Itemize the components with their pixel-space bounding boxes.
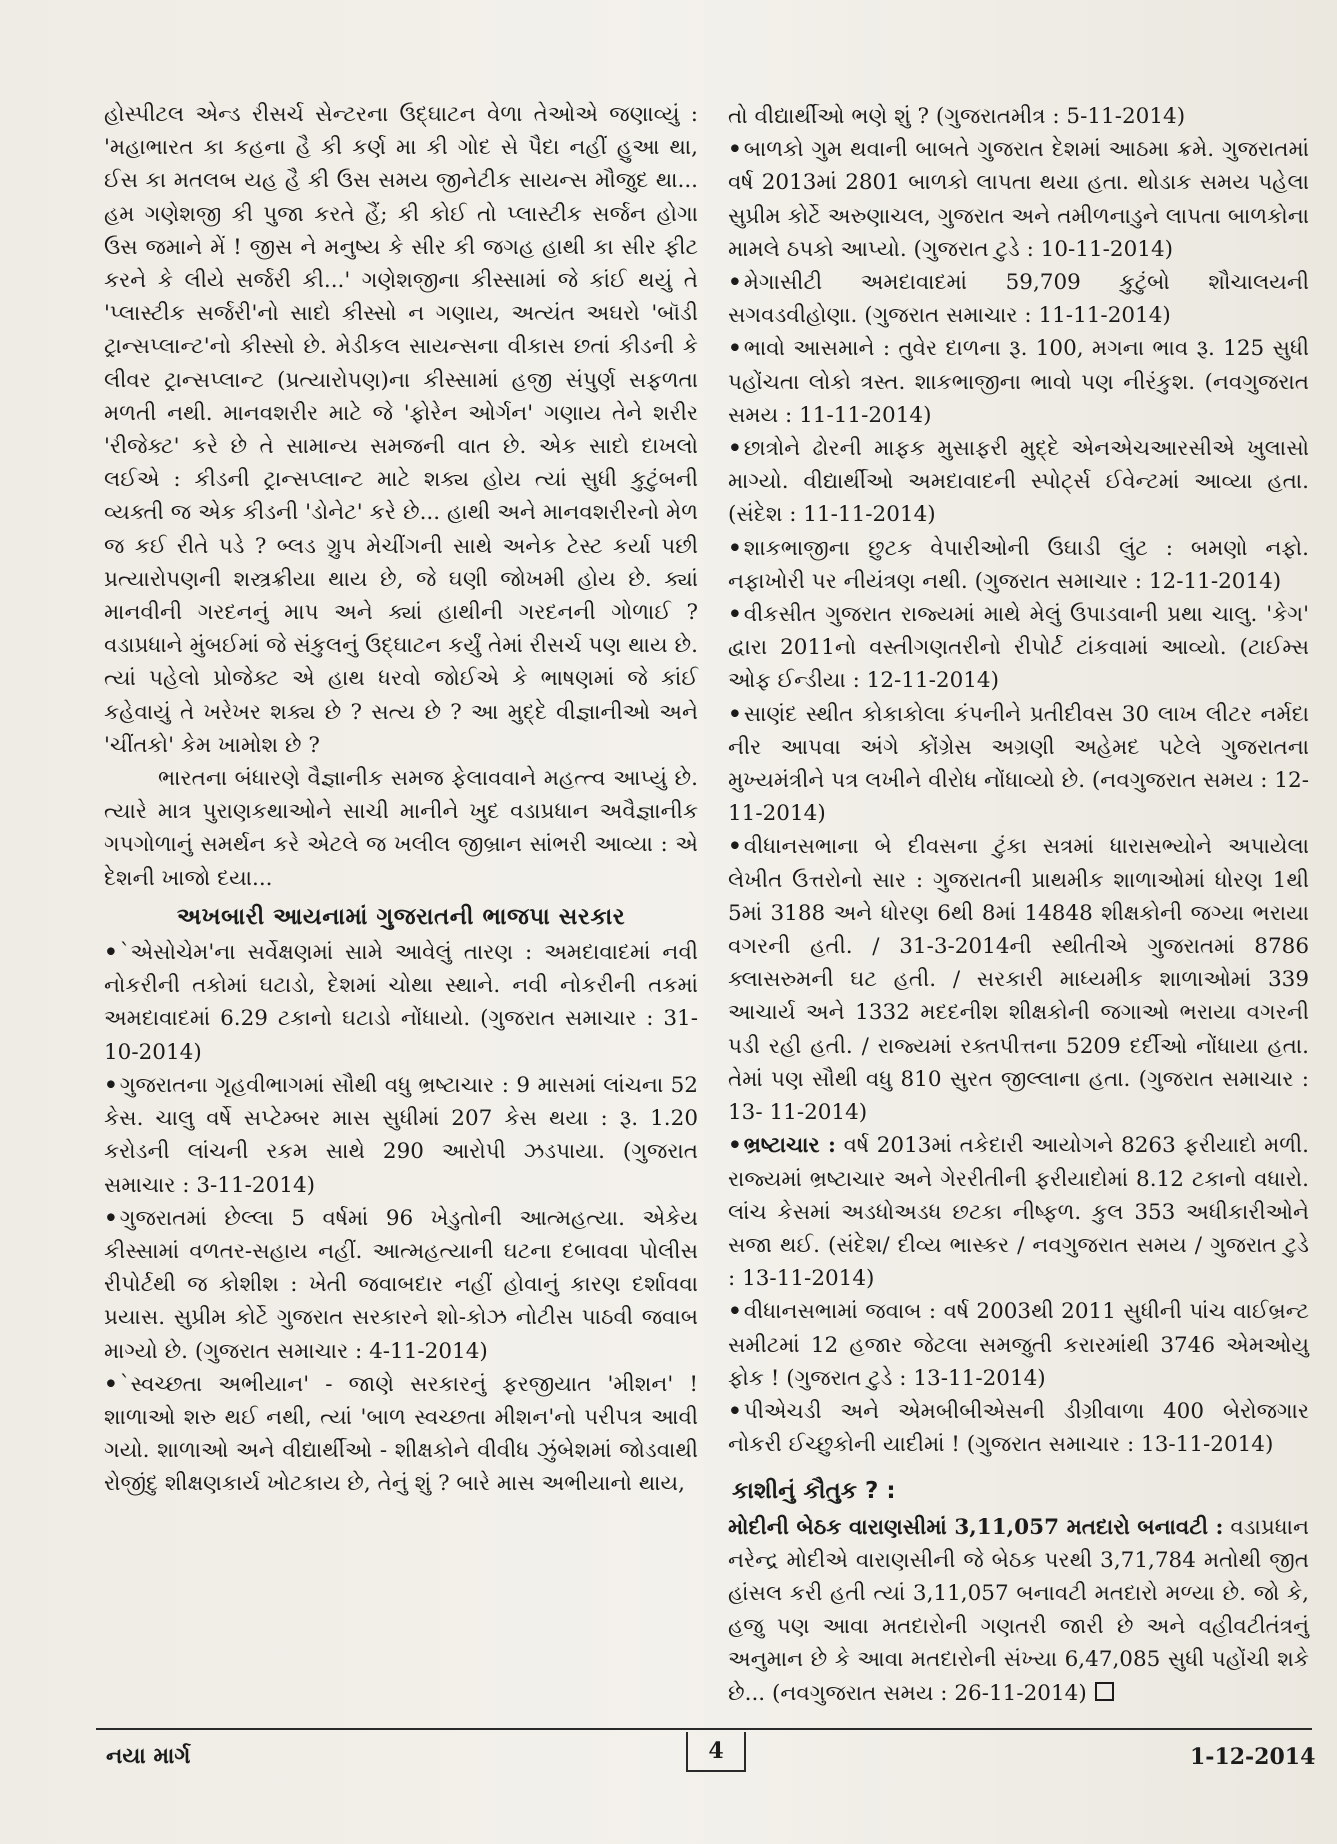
bullet-icon: • [728,436,742,462]
bullet-icon: • [728,1299,742,1325]
kashi-paragraph: મોદીની બેઠક વારાણસીમાં 3,11,057 મતદારો બનાવટી : વડાપ્રધાન નરેન્દ્ર મોદીએ વારાણસીની જે બેઠક પરથી 3,71,784 મતોથી જીત હાંસલ કરી હતી ત્યાં 3,11,057 બનાવટી મતદારો મળ્યા છે. જો કે, હજુ પણ આવા મતદારોની ગણતરી જારી છે અને વહીવટીતંત્રનું અનુમાન છે કે આવા મતદારોની સંખ્યા 6,47,085 સુધી પહોંચી શકે છે... (નવગુજરાત સમય : 26-11-2014) [728,1514,1309,1706]
news-item: •ભાવો આસમાને : તુવેર દાળના રૂ. 100, મગના ભાવ રૂ. 125 સુધી પહોંચતા લોકો ત્રસ્ત. શાકભાજીના ભાવો પણ નીરંકુશ. (નવગુજરાત સમય : 11-11-2014) [728,336,1309,428]
bullet-icon: • [728,1398,742,1424]
news-item: •પીએચડી અને એમબીબીએસની ડીગ્રીવાળા 400 બેરોજગાર નોકરી ઈચ્છુકોની યાદીમાં ! (ગુજરાત સમાચાર : 13-11-2014) [728,1398,1309,1458]
news-item: •`સ્વચ્છતા અભીયાન' - જાણે સરકારનું ફરજીયાત 'મીશન' ! શાળાઓ શરુ થઈ નથી, ત્યાં 'બાળ સ્વચ્છતા મીશન'નો પરીપત્ર આવી ગયો. શાળાઓ અને વીદ્યાર્થીઓ - શીક્ષકોને વીવીધ ઝુંબેશમાં જોડવાથી રોજીંદુ શીક્ષણકાર્ય ખોટકાય છે, તેનું શું ? બારે માસ અભીયાનો થાય, [104,1371,698,1497]
bullet-icon: • [104,940,118,966]
page-number: 4 [686,1732,746,1772]
section-heading: અખબારી આયનામાં ગુજરાતની ભાજપા સરકાર [176,903,626,930]
kashi-bold-lead: મોદીની બેઠક વારાણસીમાં 3,11,057 મતદારો બનાવટી : [728,1514,1224,1540]
news-item: •શાકભાજીના છુટક વેપારીઓની ઉઘાડી લુંટ : બમણો નફો. નફાખોરી પર નીયંત્રણ નથી. (ગુજરાત સમાચાર : 12-11-2014) [728,535,1309,594]
bullet-icon: • [728,701,742,727]
corruption-label: ભ્રષ્ટાચાર : [743,1133,836,1159]
bullet-icon: • [728,834,742,860]
issue-date: 1-12-2014 [1190,1744,1316,1770]
bullet-icon: • [104,1072,118,1098]
bullet-icon: • [728,270,742,296]
news-item: •સાણંદ સ્થીત કોકાકોલા કંપનીને પ્રતીદીવસ 30 લાખ લીટર નર્મદા નીર આપવા અંગે કોંગ્રેસ અગ્રણી અહેમદ પટેલે ગુજરાતના મુખ્યમંત્રીને પત્ર લખીને વીરોધ નોંધાવ્યો છે. (નવગુજરાત સમય : 12-11-2014) [728,701,1309,827]
left-column [104,98,698,1501]
article-paragraph: હોસ્પીટલ એન્ડ રીસર્ચ સેન્ટરના ઉદ્ઘાટન વેળા તેઓએ જણાવ્યું : 'મહાભારત કા કહના હૈ કી કર્ણ મા કી ગોદ સે પૈદા નહીં હુઆ થા, ઈસ કા મતલબ યહ હૈ કી ઉસ સમય જીનેટીક સાયન્સ મૌજુદ થા... હમ ગણેશજી કી પુજા કરતે હૈં; કી કોઈ તો પ્લાસ્ટીક સર્જન હોગા ઉસ જમાને મેં ! જીસ ને મનુષ્ય કે સીર કી જગહ હાથી કા સીર ફીટ કરને કે લીયે સર્જરી કી...' ગણેશજીના કીસ્સામાં જે કાંઈ થયું તે 'પ્લાસ્ટીક સર્જરી'નો સાદો કીસ્સો ન ગણાય, અત્યંત અઘરો 'બૉડી ટ્રાન્સપ્લાન્ટ'નો કીસ્સો છે. મેડીકલ સાયન્સના વીકાસ છતાં કીડની કે લીવર ટ્રાન્સપ્લાન્ટ (પ્રત્યારોપણ)ના કીસ્સામાં હજી સંપુર્ણ સફળતા મળતી નથી. માનવશરીર માટે જે 'ફોરેન ઓર્ગન' ગણાય તેને શરીર 'રીજેક્ટ' કરે છે તે સામાન્ય સમજની વાત છે. એક સાદો દાખલો લઈએ : કીડની ટ્રાન્સપ્લાન્ટ માટે શક્ય હોય ત્યાં સુધી કુટુંબની વ્યક્તી જ એક કીડની 'ડોનેટ' કરે છે... હાથી અને માનવશરીરનો મેળ જ કઈ રીતે પડે ? બ્લડ ગ્રુપ મેચીંગની સાથે અનેક ટેસ્ટ કર્યા પછી પ્રત્યારોપણની શસ્ત્રક્રીયા થાય છે, જે ઘણી જોખમી હોય છે. ક્યાં માનવીની ગરદનનું માપ અને ક્યાં હાથીની ગરદનની ગોળાઈ ? વડાપ્રધાને મુંબઈમાં જે સંકુલનું ઉદ્ઘાટન કર્યું તેમાં રીસર્ચ પણ થાય છે. ત્યાં પહેલો પ્રોજેક્ટ એ હાથ ધરવો જોઈએ કે ભાષણમાં જે કાંઈ કહેવાયું તે ખરેખર શક્ય છે ? સત્ય છે ? આ મુદ્દે વીજ્ઞાનીઓ અને 'ચીંતકો' કેમ ખામોશ છે ? [104,102,698,758]
news-item: •વીધાનસભામાં જવાબ : વર્ષ 2003થી 2011 સુધીની પાંચ વાઈબ્રન્ટ સમીટમાં 12 હજાર જેટલા સમજુતી કરારમાંથી 3746 એમઓયુ ફોક ! (ગુજરાત ટુડે : 13-11-2014) [728,1299,1309,1391]
news-item-continuation: તો વીદ્યાર્થીઓ ભણે શું ? (ગુજરાતમીત્ર : 5-11-2014) [728,104,1186,129]
news-item: •છાત્રોને ઢોરની માફક મુસાફરી મુદ્દે એનએચઆરસીએ ખુલાસો માગ્યો. વીદ્યાર્થીઓ અમદાવાદની સ્પોર્ટ્સ ઈવેન્ટમાં આવ્યા હતા. (સંદેશ : 11-11-2014) [728,436,1309,528]
right-column [728,100,1309,1710]
news-item: •બાળકો ગુમ થવાની બાબતે ગુજરાત દેશમાં આઠમા ક્રમે. ગુજરાતમાં વર્ષ 2013માં 2801 બાળકો લાપતા થયા હતા. થોડાક સમય પહેલા સુપ્રીમ કોર્ટે અરુણાચલ, ગુજરાત અને તમીળનાડુને લાપતા બાળકોના મામલે ઠપકો આપ્યો. (ગુજરાત ટુડે : 10-11-2014) [728,137,1309,262]
news-item: •ગુજરાતના ગૃહવીભાગમાં સૌથી વધુ ભ્રષ્ટાચાર : 9 માસમાં લાંચના 52 કેસ. ચાલુ વર્ષે સપ્ટેમ્બર માસ સુધીમાં 207 કેસ થયા : રૂ. 1.20 કરોડની લાંચની રકમ સાથે 290 આરોપી ઝડપાયા. (ગુજરાત સમાચાર : 3-11-2014) [104,1072,698,1198]
end-mark-icon [1095,1682,1114,1701]
news-item: •ભ્રષ્ટાચાર : વર્ષ 2013માં તકેદારી આયોગને 8263 ફરીયાદો મળી. રાજ્યમાં ભ્રષ્ટાચાર અને ગેરરીતીની ફરીયાદોમાં 8.12 ટકાનો વધારો. લાંચ કેસમાં અડધોઅડધ છટકા નીષ્ફળ. કુલ 353 અધીકારીઓને સજા થઈ. (સંદેશ/ દીવ્ય ભાસ્કર / નવગુજરાત સમય / ગુજરાત ટુડે : 13-11-2014) [728,1133,1309,1292]
article-paragraph: ભારતના બંધારણે વૈજ્ઞાનીક સમજ ફેલાવવાને મહત્ત્વ આપ્યું છે. ત્યારે માત્ર પુરાણકથાઓને સાચી માનીને ખુદ વડાપ્રધાન અવૈજ્ઞાનીક ગપગોળાનું સમર્થન કરે એટલે જ ખલીલ જીબ્રાન સાંભરી આવ્યા : એ દેશની ખાજો દયા... [104,766,698,891]
publication-name: નયા માર્ગ [106,1744,191,1769]
news-item: •મેગાસીટી અમદાવાદમાં 59,709 કુટુંબો શૌચાલયની સગવડવીહોણા. (ગુજરાત સમાચાર : 11-11-2014) [728,270,1309,329]
news-item: •વીકસીત ગુજરાત રાજ્યમાં માથે મેલું ઉપાડવાની પ્રથા ચાલુ. 'કેગ' દ્વારા 2011નો વસ્તીગણતરીનો રીપોર્ટ ટાંકવામાં આવ્યો. (ટાઈમ્સ ઓફ ઈન્ડીયા : 12-11-2014) [728,602,1309,694]
news-item: •વીધાનસભાના બે દીવસના ટુંકા સત્રમાં ધારાસભ્યોને અપાયેલા લેખીત ઉત્તરોનો સાર : ગુજરાતની પ્રાથમીક શાળાઓમાં ધોરણ 1થી 5માં 3188 અને ધોરણ 6થી 8માં 14848 શીક્ષકોની જગ્યા ભરાયા વગરની હતી. / 31-3-2014ની સ્થીતીએ ગુજરાતમાં 8786 ક્લાસરુમની ઘટ હતી. / સરકારી માધ્યમીક શાળાઓમાં 339 આચાર્ય અને 1332 મદદનીશ શીક્ષકોની જગાઓ ભરાયા વગરની પડી રહી હતી. / રાજ્યમાં રક્તપીત્તના 5209 દર્દીઓ નોંધાયા હતા. તેમાં પણ સૌથી વધુ 810 સુરત જીલ્લાના હતા. (ગુજરાત સમાચાર : 13- 11-2014) [728,834,1309,1126]
bullet-icon: • [104,1205,118,1231]
footer-rule [96,1728,1312,1730]
bullet-icon: • [728,535,742,561]
bullet-icon: • [728,1133,742,1159]
kashi-heading: કાશીનું કૌતુક ? : [732,1478,896,1505]
bullet-icon: • [728,137,742,163]
bullet-icon: • [104,1371,118,1397]
news-item: •`એસોચેમ'ના સર્વેક્ષણમાં સામે આવેલું તારણ : અમદાવાદમાં નવી નોકરીની તકોમાં ઘટાડો, દેશમાં ચોથા સ્થાને. નવી નોકરીની તકમાં અમદાવાદમાં 6.29 ટકાનો ઘટાડો નોંધાયો. (ગુજરાત સમાચાર : 31-10-2014) [104,940,698,1065]
bullet-icon: • [728,602,742,628]
news-item: •ગુજરાતમાં છેલ્લા 5 વર્ષમાં 96 ખેડુતોની આત્મહત્યા. એકેય કીસ્સામાં વળતર-સહાય નહીં. આત્મહત્યાની ઘટના દબાવવા પોલીસ રીપોર્ટથી જ કોશીશ : ખેતી જવાબદાર નહીં હોવાનું કારણ દર્શાવવા પ્રયાસ. સુપ્રીમ કોર્ટે ગુજરાત સરકારને શો-કોઝ નોટીસ પાઠવી જવાબ માગ્યો છે. (ગુજરાત સમાચાર : 4-11-2014) [104,1205,698,1364]
bullet-icon: • [728,336,742,362]
